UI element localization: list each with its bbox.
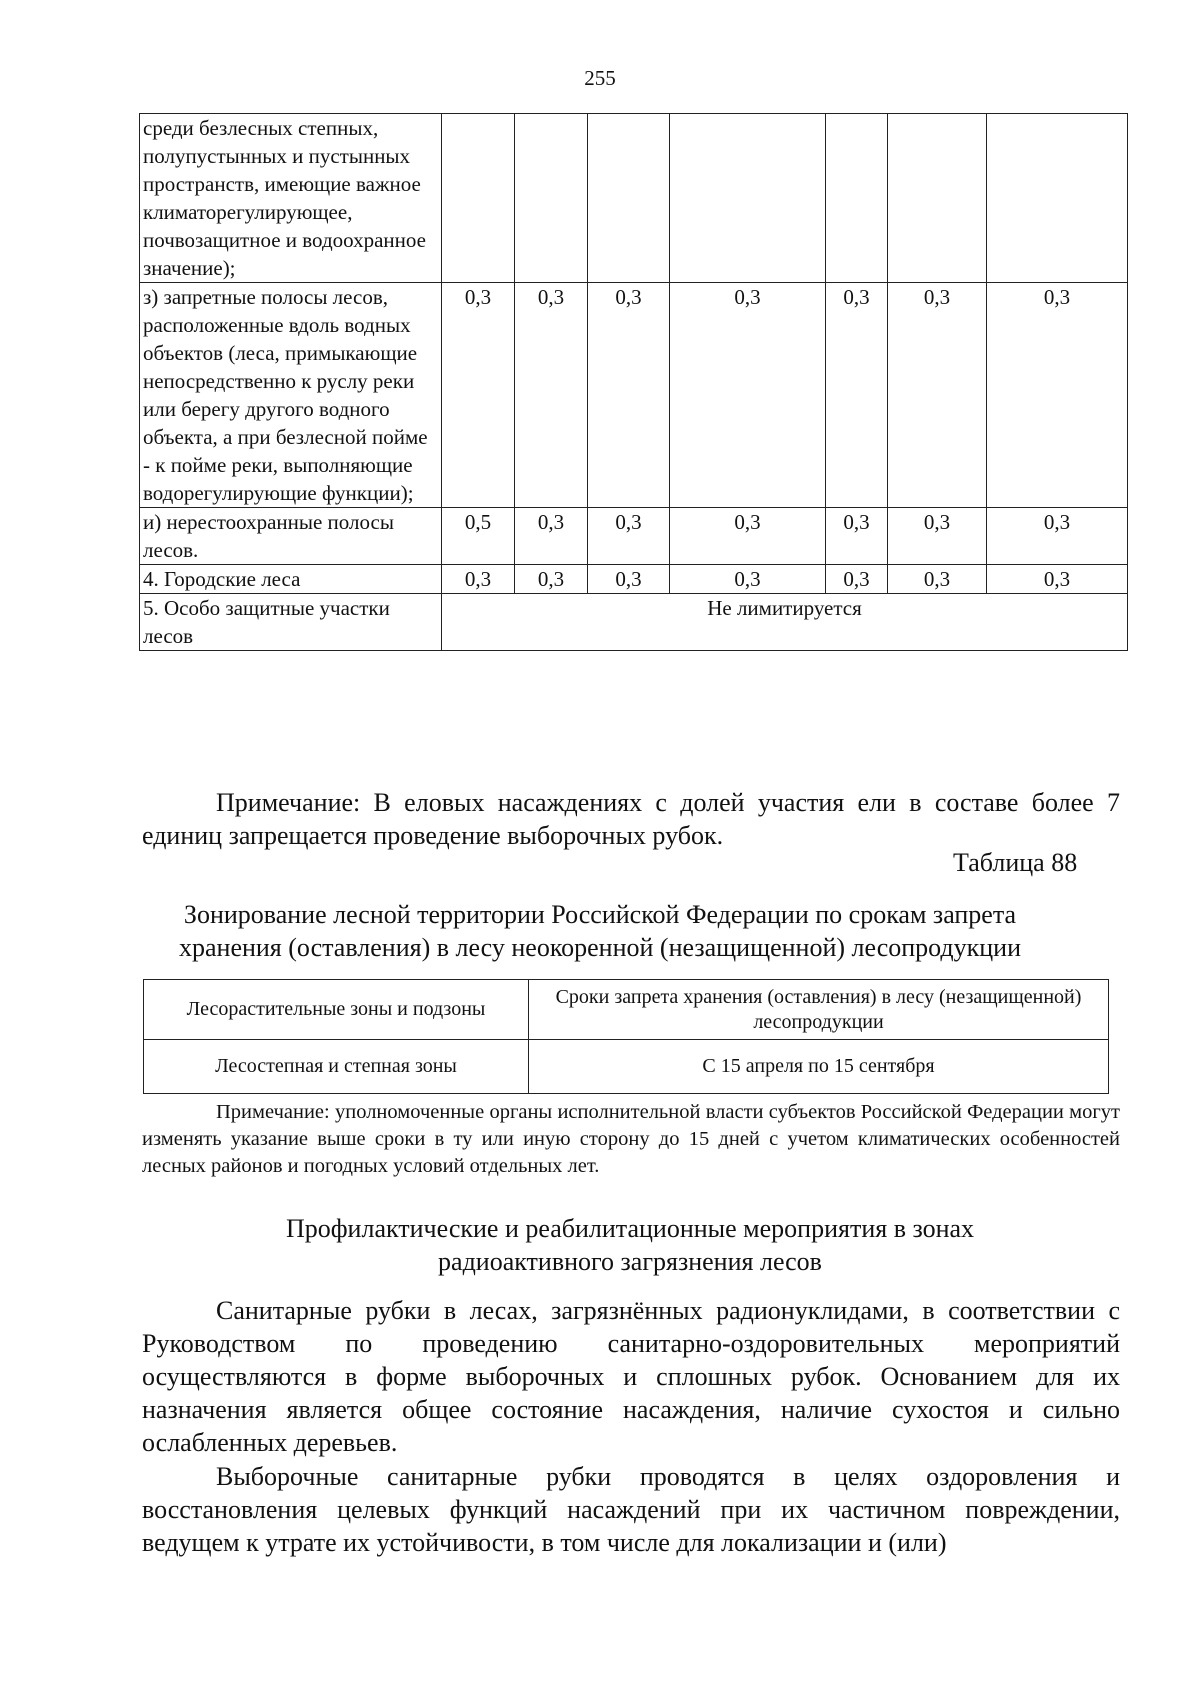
value-cell: 0,3 xyxy=(442,565,515,594)
table-88-title-line2: хранения (оставления) в лесу неокоренной (незащищенной) лесопродукции xyxy=(178,933,1022,962)
table-row xyxy=(140,114,1128,283)
section-title-line2: радиоактивного загрязнения лесов xyxy=(438,1247,822,1276)
value-cell: 0,3 xyxy=(588,283,670,508)
value-cell: 0,3 xyxy=(888,508,987,565)
value-cell: 0,3 xyxy=(987,508,1128,565)
row-label: 4. Городские леса xyxy=(140,565,442,594)
section-title-line1: Профилактические и реабилитационные мероприятия в зонах xyxy=(285,1214,975,1243)
value-cell: 0,3 xyxy=(515,283,588,508)
paragraph-sanitary-cuttings: Санитарные рубки в лесах, загрязнённых радионуклидами, в соответствии с Руководством по проведению санитарно-оздоровительных мероприятий осуществляются в форме выборочных и сплошных рубок. Основанием для их назначения является общее состояние насаждения, наличие сухостоя и сильно ослабленных деревьев. xyxy=(142,1296,1120,1457)
note-spruce: Примечание: В еловых насаждениях с долей участия ели в составе более 7 единиц запрещается проведение выборочных рубок. xyxy=(142,788,1120,850)
value-cell: 0,3 xyxy=(888,565,987,594)
storage-ban-table xyxy=(143,979,1109,1094)
table-row xyxy=(140,508,1128,565)
value-cell: 0,3 xyxy=(670,565,826,594)
value-cell: 0,3 xyxy=(826,283,888,508)
paragraph-selective-cuttings: Выборочные санитарные рубки проводятся в целях оздоровления и восстановления целевых функций насаждений при их частичном повреждении, ведущем к утрате их устойчивости, в том числе для локализации и (или) xyxy=(142,1462,1120,1557)
table-88-header-cell: Сроки запрета хранения (оставления) в лесу (незащищенной) лесопродукции xyxy=(529,980,1109,1040)
value-cell: 0,3 xyxy=(515,565,588,594)
value-cell: 0,3 xyxy=(826,565,888,594)
table-88-cell: Лесостепная и степная зоны xyxy=(144,1040,529,1094)
note-authorities: Примечание: уполномоченные органы исполнительной власти субъектов Российской Федерации могут изменять указание выше сроки в ту или иную сторону до 15 дней с учетом климатических особенностей лесных районов и погодных условий отдельных лет. xyxy=(142,1101,1120,1177)
table-row xyxy=(140,283,1128,508)
row-label: и) нерестоохранные полосы лесов. xyxy=(140,508,442,565)
value-cell xyxy=(826,114,888,283)
value-cell xyxy=(670,114,826,283)
forest-cutting-table xyxy=(139,113,1128,651)
value-cell: 0,5 xyxy=(442,508,515,565)
table-row xyxy=(140,594,1128,651)
value-cell: 0,3 xyxy=(588,565,670,594)
table-88-row xyxy=(144,1040,1109,1094)
value-cell: 0,3 xyxy=(670,508,826,565)
table-88-header-cell: Лесорастительные зоны и подзоны xyxy=(144,980,529,1040)
row-label: з) запретные полосы лесов, расположенные вдоль водных объектов (леса, примыкающие непосредственно к руслу реки или берегу другого водного объекта, а при безлесной пойме - к пойме реки, выполняющие водорегулирующие функции); xyxy=(140,283,442,508)
value-cell: 0,3 xyxy=(588,508,670,565)
value-cell: 0,3 xyxy=(442,283,515,508)
value-cell: 0,3 xyxy=(670,283,826,508)
value-cell: 0,3 xyxy=(515,508,588,565)
value-cell xyxy=(515,114,588,283)
value-cell: 0,3 xyxy=(987,283,1128,508)
row-label: среди безлесных степных, полупустынных и пустынных пространств, имеющие важное климаторегулирующее, почвозащитное и водоохранное значение); xyxy=(140,114,442,283)
table-88-title-line1: Зонирование лесной территории Российской Федерации по срокам запрета xyxy=(183,900,1017,929)
table-88-header-row xyxy=(144,980,1109,1040)
value-cell xyxy=(987,114,1128,283)
table-88-label: Таблица 88 xyxy=(953,848,1078,877)
value-cell: 0,3 xyxy=(826,508,888,565)
value-cell: 0,3 xyxy=(987,565,1128,594)
page-number: 255 xyxy=(584,66,616,90)
value-cell xyxy=(588,114,670,283)
value-cell xyxy=(888,114,987,283)
value-cell xyxy=(442,114,515,283)
table-88-cell: С 15 апреля по 15 сентября xyxy=(529,1040,1109,1094)
merged-cell: Не лимитируется xyxy=(442,594,1128,651)
table-row xyxy=(140,565,1128,594)
section-title xyxy=(30,1212,1200,1278)
value-cell: 0,3 xyxy=(888,283,987,508)
table-88-title xyxy=(0,898,1200,964)
row-label: 5. Особо защитные участки лесов xyxy=(140,594,442,651)
